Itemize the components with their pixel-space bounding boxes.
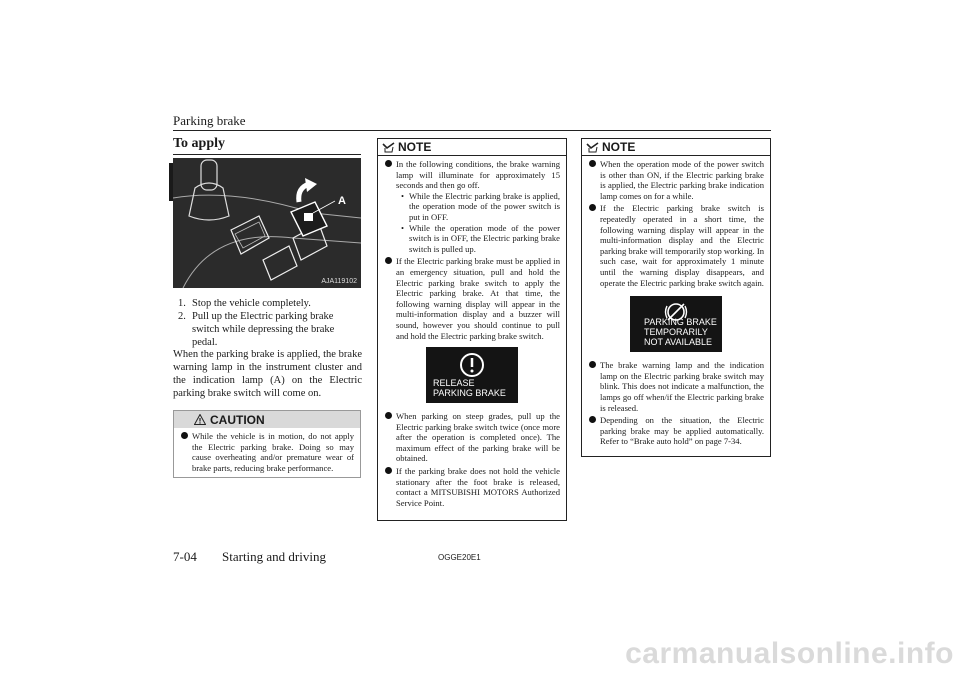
console-drawing xyxy=(173,158,361,288)
sub-item: • While the operation mode of the power switch is in OFF, the Electric parking brake switch is pulled up. xyxy=(401,222,560,254)
list-item: In the following conditions, the brake warning lamp will illuminate for approximately 15 seconds and then go off. • While the Electric parking brake is applied, the operation mode of the power switch is put in OFF. • While the operation mode of the power switch is in OFF, the Electric parking brake switch is pulled up. xyxy=(384,159,560,254)
bullet-icon xyxy=(385,467,392,474)
list-item: Depending on the situation, the Electric parking brake may be applied automatically. Refer to “Brake auto hold” on page 7-34. xyxy=(588,415,764,447)
bullet-icon xyxy=(181,432,188,439)
note-body xyxy=(582,156,770,447)
list-item: When the operation mode of the power switch is other than ON, if the Electric parking brake is applied, the Electric parking brake indication lamp comes on for a while. xyxy=(588,159,764,201)
note-hand-icon xyxy=(586,142,599,153)
callout-a-label: A xyxy=(338,195,346,207)
list-item: If the Electric parking brake switch is repeatedly operated in a short time, the following warning display will appear in the multi-information display and the Electric parking brake will temporarily stop working. In such case, wait for approximately 1 minute until the warning display disappears, and operate the Electric parking brake switch again. xyxy=(588,203,764,288)
parking-brake-unavailable-display xyxy=(630,296,722,352)
release-parking-brake-display xyxy=(426,347,518,403)
bullet-icon xyxy=(385,160,392,167)
page-number: 7-04 xyxy=(173,549,197,564)
bullet-icon xyxy=(589,361,596,368)
step-item: 1. Stop the vehicle completely. xyxy=(178,298,311,309)
caution-box xyxy=(173,410,361,478)
header-rule xyxy=(173,130,771,131)
bullet-icon xyxy=(385,257,392,264)
note-box-1 xyxy=(377,138,567,521)
note-body xyxy=(378,156,566,508)
list-item: If the parking brake does not hold the vehicle stationary after the foot brake is released, contact a MITSUBISHI MOTORS Authorized Service Point. xyxy=(384,466,560,508)
body-paragraph: When the parking brake is applied, the brake warning lamp in the instrument cluster and the indication lamp (A) on the Electric parking brake switch will come on. xyxy=(173,349,362,399)
step-list xyxy=(178,297,362,349)
bullet-icon xyxy=(589,160,596,167)
caution-header xyxy=(174,411,360,428)
warning-triangle-icon xyxy=(194,414,206,425)
bullet-icon xyxy=(385,412,392,419)
document-code: OGGE20E1 xyxy=(438,553,481,562)
running-header: Parking brake xyxy=(173,113,246,128)
brake-switch-illustration xyxy=(173,158,361,288)
bullet-icon xyxy=(589,416,596,423)
illustration-code: AJA119102 xyxy=(321,278,357,285)
list-item: While the vehicle is in motion, do not apply the Electric parking brake. Doing so may cause overheating and/or premature wear of brake parts, reducing brake performance. xyxy=(180,431,354,473)
list-item: When parking on steep grades, pull up the Electric parking brake switch twice (once more after the operation is completed once). The maximum effect of the parking brake will be obtained. xyxy=(384,411,560,464)
note-hand-icon xyxy=(382,142,395,153)
chapter-name: Starting and driving xyxy=(222,549,326,564)
sub-item: • While the Electric parking brake is applied, the operation mode of the power switch is put in OFF. xyxy=(401,190,560,222)
bullet-icon xyxy=(589,204,596,211)
display-message: RELEASE PARKING BRAKE xyxy=(433,378,506,399)
note-header xyxy=(378,139,566,156)
list-item: The brake warning lamp and the indication lamp on the Electric parking brake switch may blink. This does not indicate a malfunction, the lamps go off when/if the Electric parking brake is released. xyxy=(588,360,764,413)
note-box-2 xyxy=(581,138,771,457)
section-title: To apply xyxy=(173,136,361,155)
list-item: If the Electric parking brake must be applied in an emergency situation, pull and hold the Electric parking brake switch to apply the Electric parking brake. At that time, the following warning display will appear in the multi-information display and a buzzer will sound, however you should continue to pull and hold the Electric parking brake switch. xyxy=(384,256,560,341)
note-header xyxy=(582,139,770,156)
display-message: PARKING BRAKE TEMPORARILY NOT AVAILABLE xyxy=(644,317,717,348)
caution-title: CAUTION xyxy=(210,412,265,427)
caution-body xyxy=(174,428,360,473)
note-title: NOTE xyxy=(398,140,432,154)
note-title: NOTE xyxy=(602,140,636,154)
exclamation-circle-icon xyxy=(458,351,486,379)
watermark: carmanualsonline.info xyxy=(625,637,954,670)
step-item: 2. Pull up the Electric parking brake switch while depressing the brake pedal. xyxy=(178,311,335,348)
